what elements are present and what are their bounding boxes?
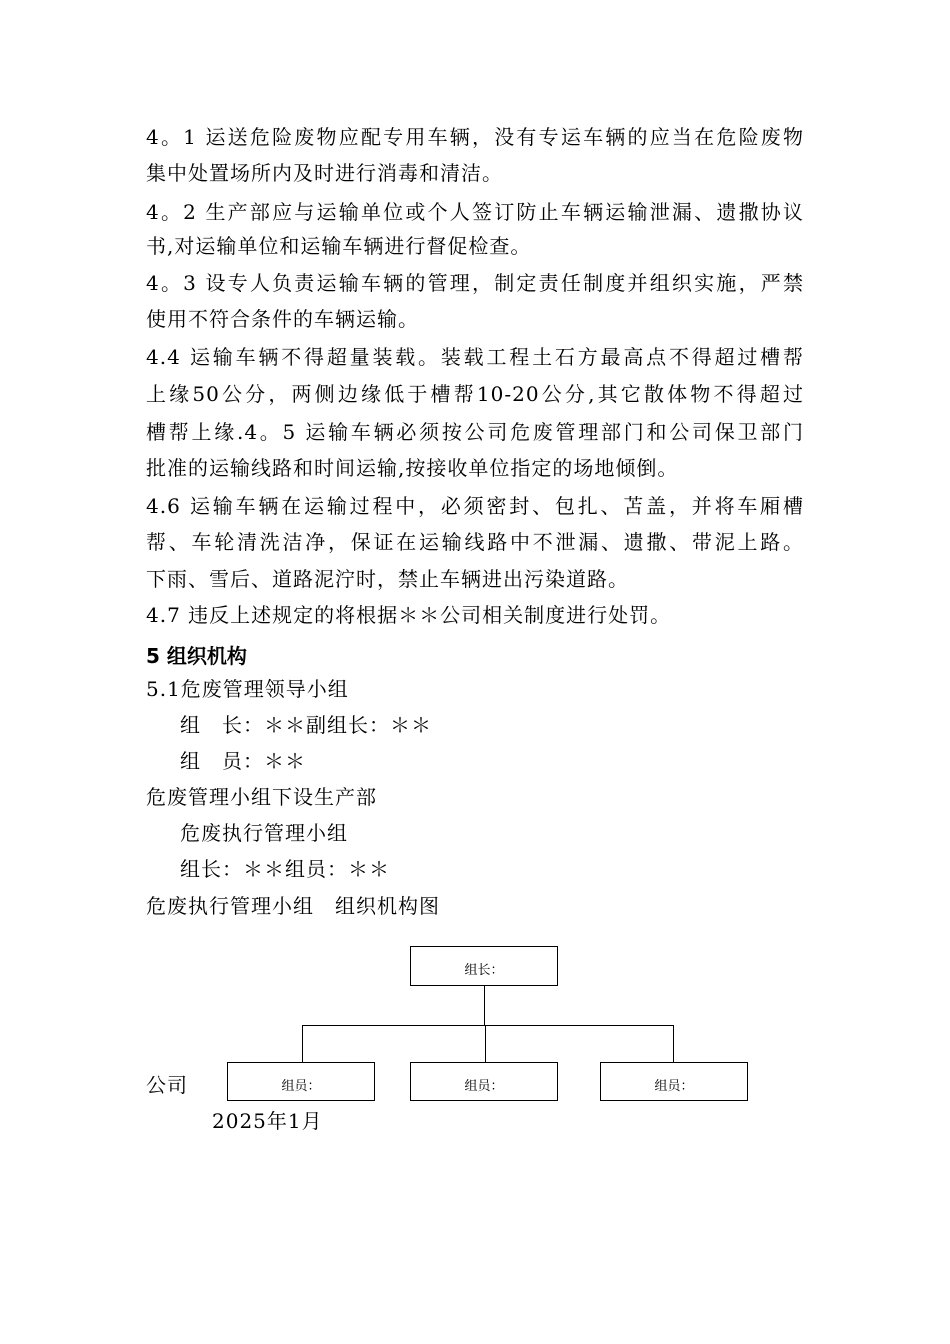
- para-4-1-line1: 4。1 运送危险废物应配专用车辆，没有专运车辆的应当在危险废物: [146, 125, 804, 149]
- para-4-1-line2: 集中处置场所内及时进行消毒和清洁。: [146, 161, 503, 185]
- para-4-3-line1: 4。3 设专人负责运输车辆的管理，制定责任制度并组织实施，严禁: [146, 271, 804, 295]
- para-4-7: 4.7 违反上述规定的将根据＊＊公司相关制度进行处罚。: [146, 603, 672, 627]
- org-box-member-1: 组员：: [227, 1062, 375, 1101]
- exec-group-title: 危废执行管理小组: [180, 821, 348, 845]
- para-4-5-line2: 批准的运输线路和时间运输,按接收单位指定的场地倾倒。: [146, 456, 679, 480]
- section-5-1-title: 5.1危废管理领导小组: [146, 677, 349, 701]
- connector-left: [302, 1025, 303, 1062]
- para-4-3-line2: 使用不符合条件的车辆运输。: [146, 307, 419, 331]
- para-4-6-line1: 4.6 运输车辆在运输过程中，必须密封、包扎、苫盖，并将车厢槽: [146, 494, 804, 518]
- dept-line: 危废管理小组下设生产部: [146, 785, 377, 809]
- org-box-leader: 组长：: [410, 946, 558, 986]
- footer-date: 2025年1月: [212, 1109, 323, 1133]
- footer-company: 公司: [146, 1073, 188, 1097]
- para-4-2-line2: 书,对运输单位和运输车辆进行督促检查。: [146, 234, 532, 258]
- connector-vertical-top: [484, 986, 485, 1026]
- exec-line: 组长：＊＊组员：＊＊: [180, 857, 390, 881]
- para-4-4-line2: 上缘50公分，两侧边缘低于槽帮10-20公分,其它散体物不得超过: [146, 382, 804, 406]
- member-line: 组 员：＊＊: [180, 749, 306, 773]
- para-4-6-line3: 下雨、雪后、道路泥泞时，禁止车辆进出污染道路。: [146, 567, 629, 591]
- org-box-member-3: 组员：: [600, 1062, 748, 1101]
- para-4-4-line1: 4.4 运输车辆不得超量装载。装载工程土石方最高点不得超过槽帮: [146, 345, 804, 369]
- org-chart-title: 危废执行管理小组 组织机构图: [146, 894, 440, 918]
- section-5-heading: 5 组织机构: [146, 644, 247, 668]
- org-box-member-2: 组员：: [410, 1062, 558, 1101]
- para-4-6-line2: 帮、车轮清洗洁净，保证在运输线路中不泄漏、遗撒、带泥上路。: [146, 530, 804, 554]
- connector-middle: [485, 1025, 486, 1062]
- para-4-4-line3: 槽帮上缘.4。5 运输车辆必须按公司危废管理部门和公司保卫部门: [146, 420, 804, 444]
- leader-line: 组 长：＊＊副组长：＊＊: [180, 713, 432, 737]
- connector-right: [673, 1025, 674, 1062]
- para-4-2-line1: 4。2 生产部应与运输单位或个人签订防止车辆运输泄漏、遗撒协议: [146, 200, 804, 224]
- connector-horizontal: [302, 1025, 674, 1026]
